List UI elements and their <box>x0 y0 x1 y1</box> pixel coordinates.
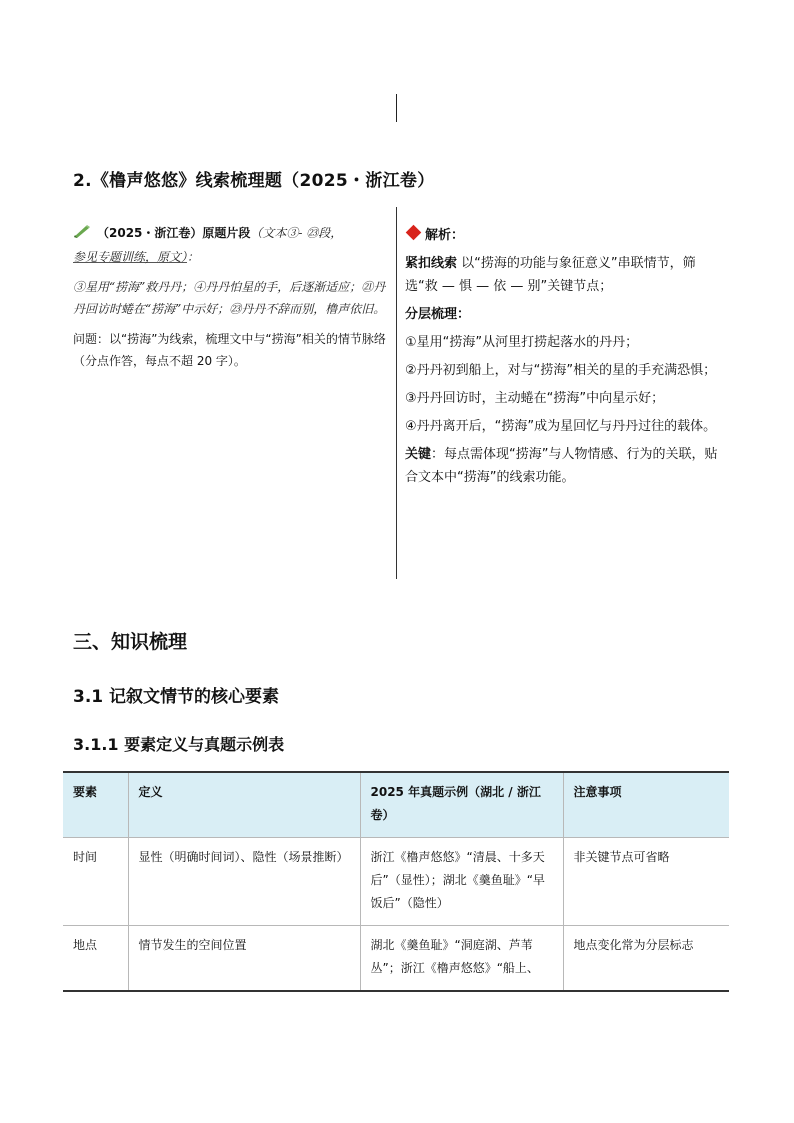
table-header-cell: 注意事项 <box>563 772 729 838</box>
layer-label: 分层梳理： <box>405 307 471 322</box>
analysis-column <box>405 224 727 494</box>
table-cell: 情节发生的空间位置 <box>128 926 360 992</box>
heading-knowledge: 三、知识梳理 <box>73 631 188 653</box>
page-top-mark <box>396 94 397 122</box>
table-cell: 非关键节点可省略 <box>563 838 729 926</box>
analysis-point: ③丹丹回访时，主动蜷在“捞海”中向星示好； <box>405 391 665 406</box>
red-diamond-icon <box>406 225 422 241</box>
source-note-end: ： <box>187 250 200 264</box>
analysis-point: ④丹丹离开后，“捞海”成为星回忆与丹丹过往的载体。 <box>405 419 717 434</box>
analysis-heading <box>405 224 727 247</box>
source-line <box>73 222 391 268</box>
table-cell: 湖北《羹鱼耻》“洞庭湖、芦苇丛”；浙江《橹声悠悠》“船上、 <box>360 926 563 992</box>
table-cell: 时间 <box>63 838 128 926</box>
key-paragraph <box>405 443 727 489</box>
clue-text: 以“捞海的功能与象征意义”串联情节，筛选“救 — 惧 — 依 — 别”关键节点； <box>405 256 696 294</box>
table-header-row <box>63 772 729 838</box>
table-row <box>63 926 729 992</box>
source-label: （2025・浙江卷）原题片段 <box>97 226 251 240</box>
excerpt-text: ③星用“捞海”救丹丹；④丹丹怕星的手，后逐渐适应；㉑丹丹回访时蜷在“捞海”中示好；㉓丹丹不辞而别，橹声依旧。 <box>73 280 386 316</box>
analysis-label: 解析： <box>425 228 465 243</box>
analysis-point: ①星用“捞海”从河里打捞起落水的丹丹； <box>405 335 639 350</box>
clue-label: 紧扣线索 <box>405 256 458 271</box>
table-header-cell: 定义 <box>128 772 360 838</box>
heading-3-1-1: 3.1.1 要素定义与真题示例表 <box>73 735 285 754</box>
pencil-icon <box>73 224 91 246</box>
table-cell: 地点 <box>63 926 128 992</box>
table-header-cell: 要素 <box>63 772 128 838</box>
source-note-link: 参见专题训练，原文） <box>73 250 188 264</box>
clue-paragraph <box>405 252 727 298</box>
source-note: （文本③- ㉓段， <box>250 226 343 240</box>
table-cell: 显性（明确时间词）、隐性（场景推断） <box>128 838 360 926</box>
elements-table <box>63 771 729 992</box>
table-cell: 地点变化常为分层标志 <box>563 926 729 992</box>
table-header-cell: 2025 年真题示例（湖北 / 浙江卷） <box>360 772 563 838</box>
key-label: 关键 <box>405 447 432 462</box>
question-text: 问题：以“捞海”为线索，梳理文中与“捞海”相关的情节脉络（分点作答，每点不超 20 字）。 <box>73 332 386 368</box>
question-column <box>73 222 391 380</box>
table-row <box>63 838 729 926</box>
column-divider <box>396 207 397 579</box>
analysis-point: ②丹丹初到船上，对与“捞海”相关的星的手充满恐惧； <box>405 363 717 378</box>
key-text: ：每点需体现“捞海”与人物情感、行为的关联，贴合文本中“捞海”的线索功能。 <box>405 447 718 485</box>
table-cell: 浙江《橹声悠悠》“清晨、十多天后”（显性）；湖北《羹鱼耻》“早饭后”（隐性） <box>360 838 563 926</box>
heading-3-1: 3.1 记叙文情节的核心要素 <box>73 687 280 707</box>
section-title: 2.《橹声悠悠》线索梳理题（2025・浙江卷） <box>73 171 435 191</box>
